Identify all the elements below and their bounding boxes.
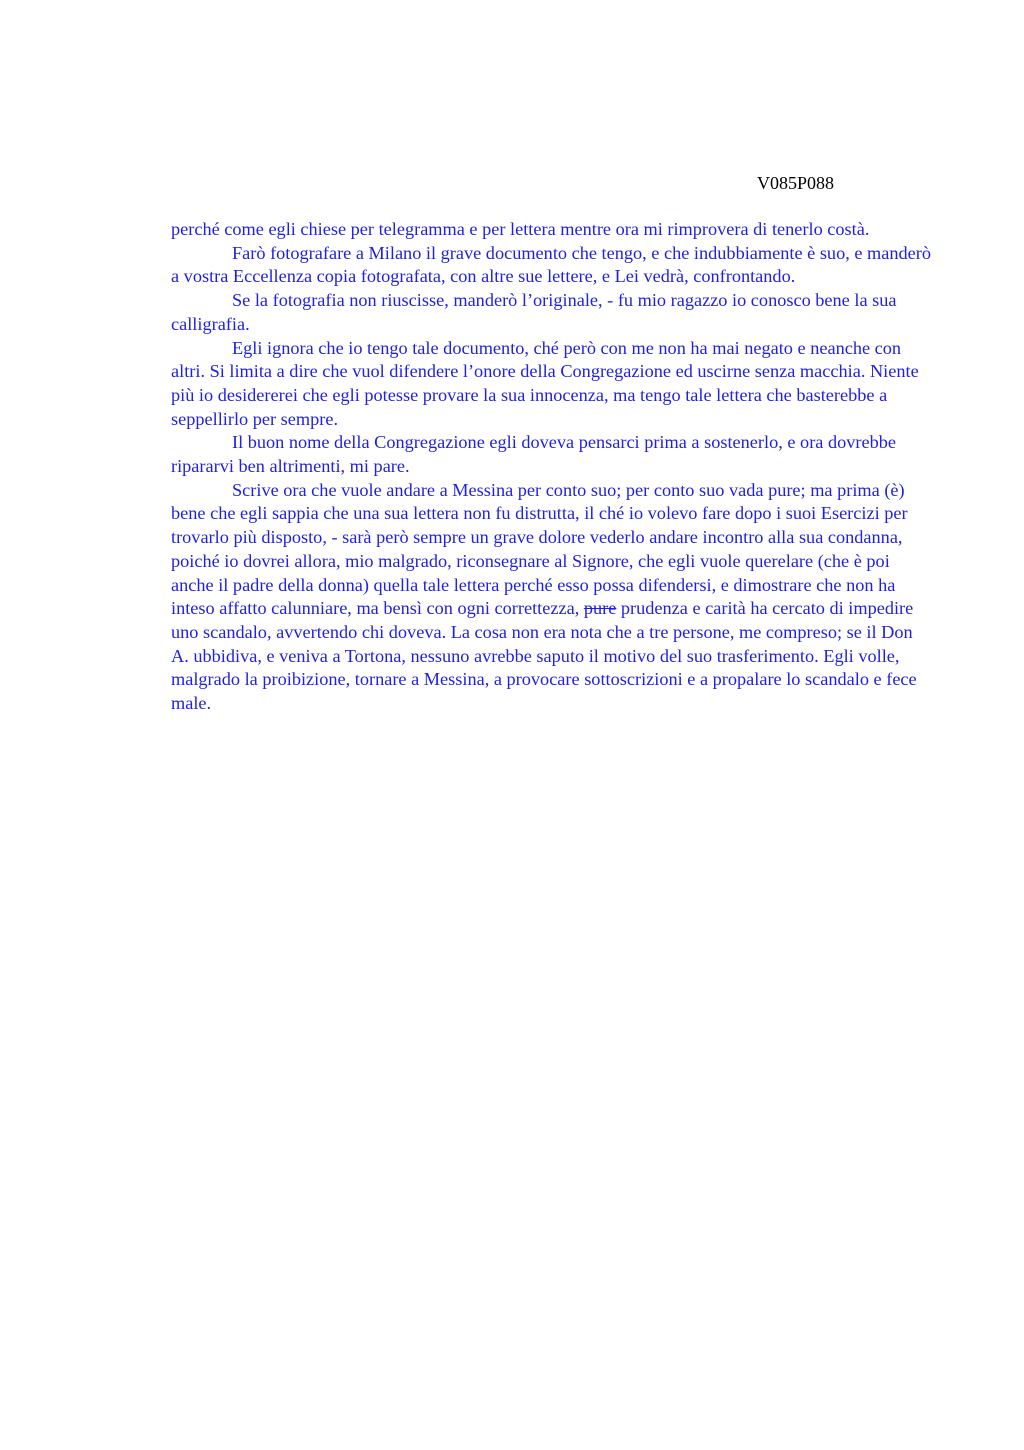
paragraph-1: perché come egli chiese per telegramma e per lettera mentre ora mi rimprovera di tenerlo costà. (171, 219, 870, 239)
struck-word: pure (583, 598, 617, 619)
letter-body (171, 218, 931, 716)
paragraph-6 (171, 479, 931, 716)
paragraph-6-part-2: prudenza e carità ha cercato di impedire uno scandalo, avvertendo chi doveva. La cosa non era nota che a tre persone, me compreso; se il Don A. ubbidiva, e veniva a Tortona, nessuno avrebbe saputo il motivo del suo trasferimento. Egli volle, malgrado la proibizione, tornare a Messina, a provocare sottoscrizioni e a propalare lo scandalo e fece male. (171, 598, 917, 714)
paragraph-6-part-1: Scrive ora che vuole andare a Messina per conto suo; per conto suo vada pure; ma prima (è) bene che egli sappia che una sua lettera non fu distrutta, il ché io volevo fare dopo i suoi Esercizi per trovarlo più disposto, - sarà però sempre un grave dolore vederlo andare incontro alla sua condanna, poiché io dovrei allora, mio malgrado, riconsegnare al Signore, che egli vuole querelare (che è poi anche il padre della donna) quella tale lettera perché esso possa difendersi, e dimostrare che non ha inteso affatto calunniare, ma bensì con ogni correttezza, (171, 479, 908, 619)
paragraph-3: Se la fotografia non riuscisse, manderò l’originale, - fu mio ragazzo io conosco bene la sua calligrafia. (171, 290, 897, 334)
page-code: V085P088 (757, 173, 835, 193)
paragraph-4: Egli ignora che io tengo tale documento, ché però con me non ha mai negato e neanche con altri. Si limita a dire che vuol difendere l’onore della Congregazione ed uscirne senza macchia. Niente più io desidererei che egli potesse provare la sua innocenza, ma tengo tale lettera che basterebbe a seppellirlo per sempre. (171, 337, 919, 429)
paragraph-5: Il buon nome della Congregazione egli doveva pensarci prima a sostenerlo, e ora dovrebbe ripararvi ben altrimenti, mi pare. (171, 432, 896, 477)
paragraph-2: Farò fotografare a Milano il grave documento che tengo, e che indubbiamente è suo, e manderò a vostra Eccellenza copia fotografata, con altre sue lettere, e Lei vedrà, confrontando. (171, 242, 931, 287)
